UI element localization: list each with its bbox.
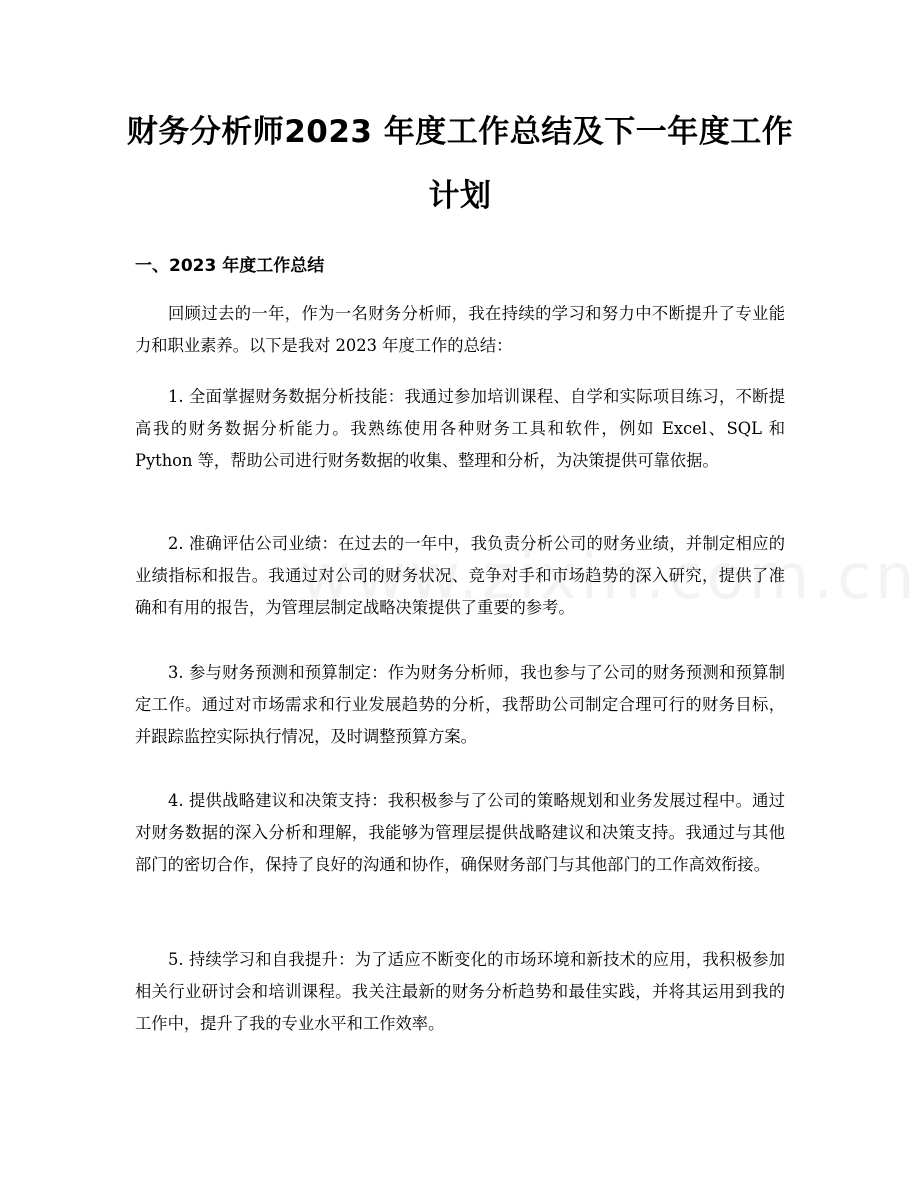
section-heading: 一、2023 年度工作总结	[135, 256, 325, 276]
list-item: 2. 准确评估公司业绩：在过去的一年中，我负责分析公司的财务业绩，并制定相应的业绩指标和报告。我通过对公司的财务状况、竞争对手和市场趋势的深入研究，提供了准确和有用的报告，为管理层制定战略决策提供了重要的参考。	[135, 534, 785, 617]
document-title: 财务分析师2023 年度工作总结及下一年度工作计划	[126, 114, 794, 214]
list-item: 1. 全面掌握财务数据分析技能：我通过参加培训课程、自学和实际项目练习，不断提高我的财务数据分析能力。我熟练使用各种财务工具和软件，例如 Excel、SQL 和 Python 等，帮助公司进行财务数据的收集、整理和分析，为决策提供可靠依据。	[135, 387, 785, 470]
intro-paragraph: 回顾过去的一年，作为一名财务分析师，我在持续的学习和努力中不断提升了专业能力和职业素养。以下是我对 2023 年度工作的总结：	[135, 304, 785, 355]
list-item: 5. 持续学习和自我提升：为了适应不断变化的市场环境和新技术的应用，我积极参加相关行业研讨会和培训课程。我关注最新的财务分析趋势和最佳实践，并将其运用到我的工作中，提升了我的专业水平和工作效率。	[135, 950, 785, 1033]
list-item: 4. 提供战略建议和决策支持：我积极参与了公司的策略规划和业务发展过程中。通过对财务数据的深入分析和理解，我能够为管理层提供战略建议和决策支持。我通过与其他部门的密切合作，保持了良好的沟通和协作，确保财务部门与其他部门的工作高效衔接。	[135, 791, 785, 874]
list-item: 3. 参与财务预测和预算制定：作为财务分析师，我也参与了公司的财务预测和预算制定工作。通过对市场需求和行业发展趋势的分析，我帮助公司制定合理可行的财务目标，并跟踪监控实际执行情况，及时调整预算方案。	[135, 663, 785, 746]
